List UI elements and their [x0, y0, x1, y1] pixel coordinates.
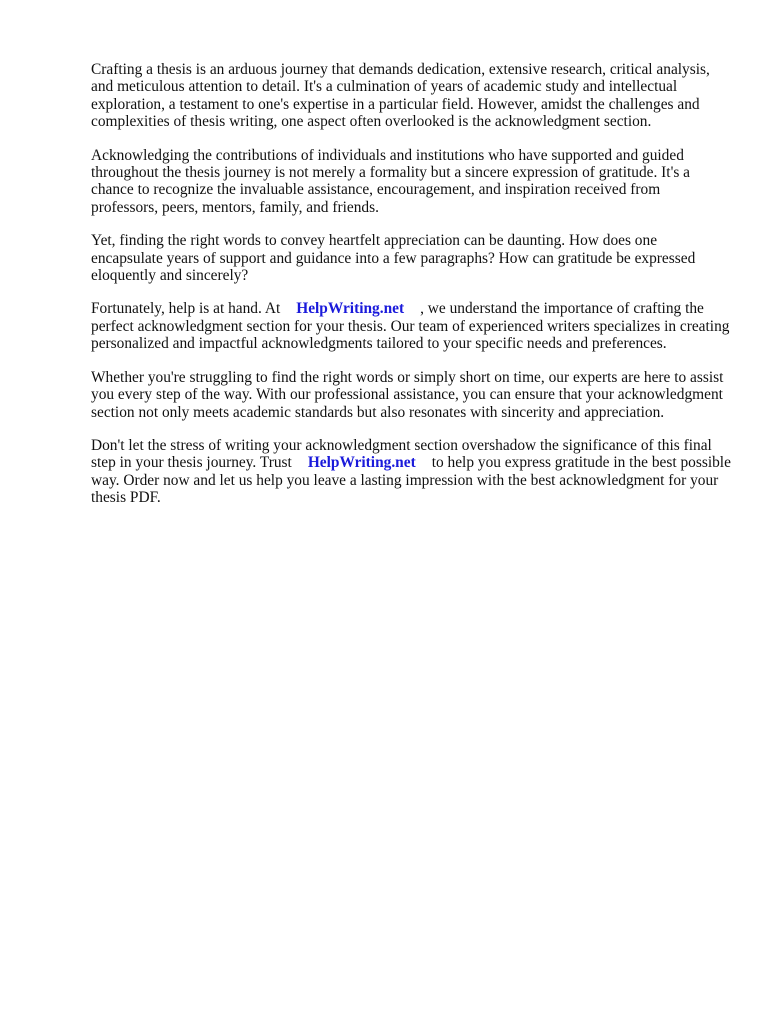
paragraph-finding-words: Yet, finding the right words to convey heartfelt appreciation can be daunting. How does one encapsulate years of support and guidance into a few paragraphs? How can gratitude be expressed eloquently and sincerely? — [91, 232, 696, 285]
closing-text-after: to help you express gratitude in the best possible way. Order now and let us help you leave a lasting impression with the best acknowledgment for your thesis PDF. — [91, 454, 731, 507]
helpwriting-link-closing[interactable]: HelpWriting.net — [307, 454, 416, 472]
closing-text-before: Don't let the stress of writing your acknowledgment section overshadow the significance of this final step in your thesis journey. Trust — [91, 436, 712, 472]
paragraph-closing — [91, 437, 731, 507]
helpwriting-link[interactable]: HelpWriting.net — [296, 300, 405, 318]
paragraph-struggling: Whether you're struggling to find the right words or simply short on time, our experts are here to assist you every step of the way. With our professional assistance, you can ensure that your acknowledgment section not only meets academic standards but also resonates with sincerity and appreciation. — [91, 368, 724, 421]
paragraph-acknowledging: Acknowledging the contributions of individuals and institutions who have supported and guided throughout the thesis journey is not merely a formality but a sincere expression of gratitude. It's a chance to recognize the invaluable assistance, encouragement, and inspiration received from professors, peers, mentors, family, and friends. — [91, 146, 691, 216]
document-body — [91, 61, 731, 523]
paragraph-intro: Crafting a thesis is an arduous journey that demands dedication, extensive research, critical analysis, and meticulous attention to detail. It's a culmination of years of academic study and intellectual exploration, a testament to one's expertise in a particular field. However, amidst the challenges and complexities of thesis writing, one aspect often overlooked is the acknowledgment section. — [91, 61, 710, 131]
paragraph-help-at-hand — [91, 300, 731, 352]
help-at-hand-text-before: Fortunately, help is at hand. At — [91, 300, 281, 318]
help-at-hand-text-after: , we understand the importance of crafting the perfect acknowledgment section for your thesis. Our team of experienced writers specializes in creating personalized and impactful acknowledgments tailored to your specific needs and preferences. — [91, 300, 730, 353]
